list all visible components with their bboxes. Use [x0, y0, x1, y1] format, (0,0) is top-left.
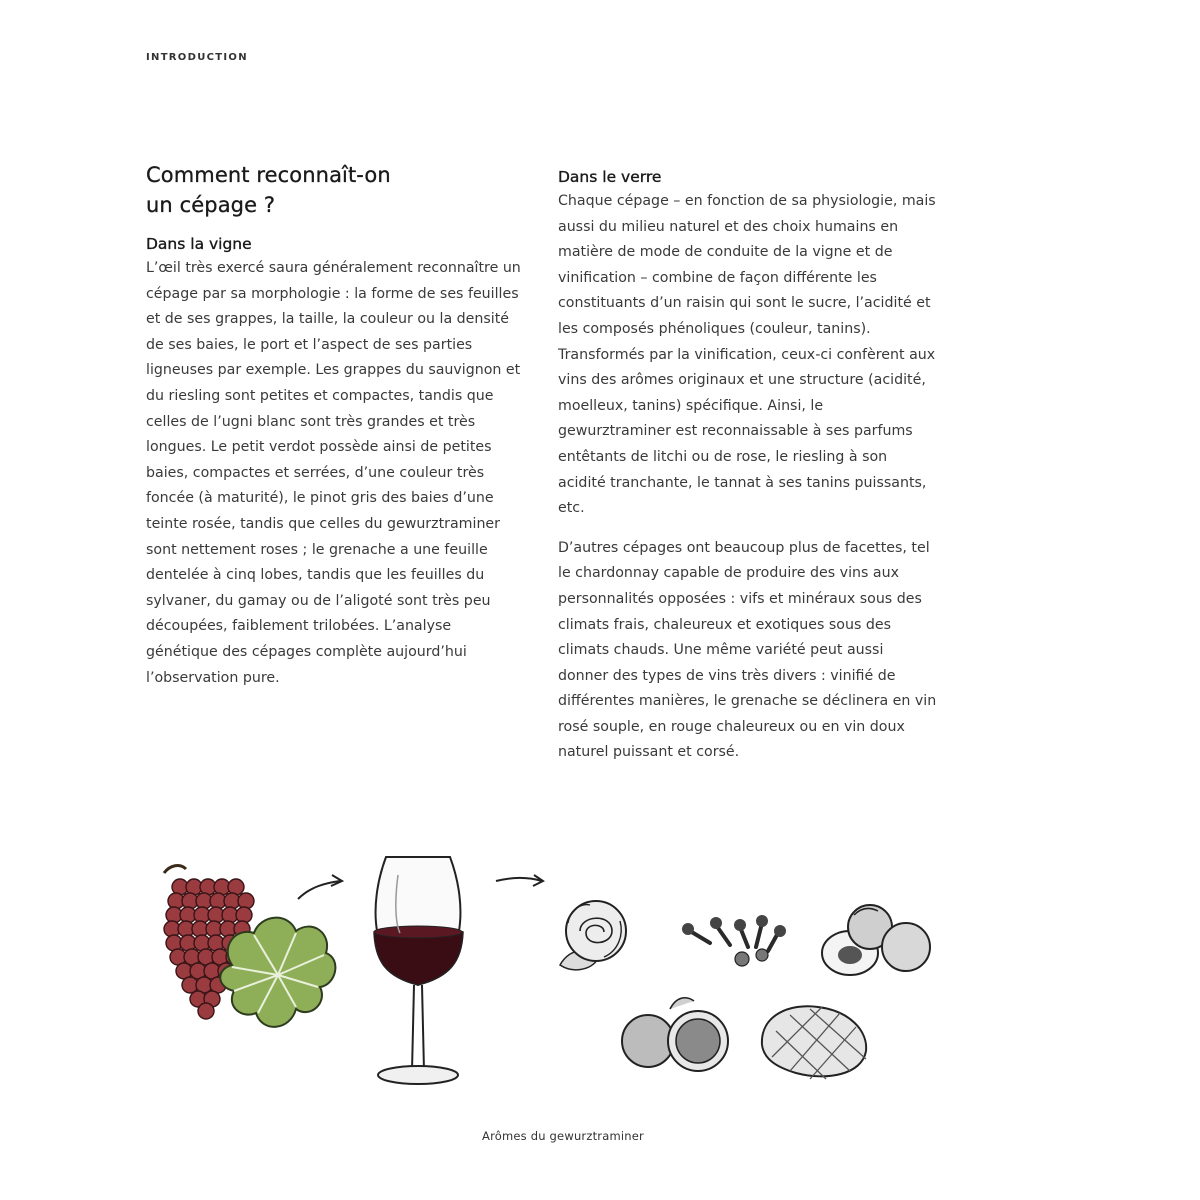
paragraph-vigne: L’œil très exercé saura généralement reconnaître un cépage par sa morphologie : la forme de ses feuilles et de ses grappes, la taille, la couleur ou la densité de ses baies, le port et l’aspect de ses parties ligneuses par exemple. Les grappes du sauvignon et du riesling sont petites et compactes, tandis que celles de l’ugni blanc sont très grandes et très longues. Le petit verdot possède ainsi de petites baies, compactes et serrées, d’une couleur très foncée (à maturité), le pinot gris des baies d’une teinte rosée, tandis que celles du gewurztraminer sont nettement roses ; le grenache a une feuille dentelée à cinq lobes, tandis que les feuilles du sylvaner, du gamay ou de l’aligoté sont très peu découpées, faiblement trilobées. L’analyse génétique des cépages complète aujourd’hui l’observation pure.	[146, 260, 521, 686]
running-head: INTRODUCTION	[146, 52, 248, 63]
body-text-verre	[558, 189, 938, 766]
wine-glass-icon	[374, 857, 463, 1084]
body-text-vigne	[146, 256, 521, 691]
grape-stem-icon	[164, 866, 186, 873]
arrow-right-icon	[298, 875, 342, 899]
vine-leaf-icon	[220, 918, 335, 1027]
right-column	[558, 165, 938, 766]
passion-fruit-icon	[622, 998, 728, 1071]
left-column	[146, 160, 521, 691]
subtitle-verre: Dans le verre	[558, 168, 662, 186]
page-title	[146, 160, 521, 220]
paragraph-verre-2: D’autres cépages ont beaucoup plus de facettes, tel le chardonnay capable de produire des vins aux personnalités opposées : vifs et minéraux sous des climats frais, chaleureux et exotiques sous des climats chauds. Une même variété peut aussi donner des types de vins très divers : vinifié de différentes manières, le grenache se déclinera en vin rosé souple, en rouge chaleureux ou en vin doux naturel puissant et corsé.	[558, 539, 937, 761]
grape-berry	[198, 1003, 214, 1019]
page-title-line-2: un cépage ?	[146, 193, 276, 217]
subtitle-vigne: Dans la vigne	[146, 235, 252, 253]
page-title-line-1: Comment reconnaît-on	[146, 163, 391, 187]
rose-icon	[560, 901, 626, 970]
aroma-illustration	[150, 835, 950, 1100]
arrow-right-icon	[496, 875, 543, 886]
clove-icon	[682, 915, 786, 966]
mango-icon	[762, 1006, 866, 1079]
figure-caption: Arômes du gewurztraminer	[482, 1129, 644, 1143]
paragraph-verre-1: Chaque cépage – en fonction de sa physiologie, mais aussi du milieu naturel et des choix humains en matière de mode de conduite de la vigne et de vinification – combine de façon différente les constituants d’un raisin qui sont le sucre, l’acidité et les composés phénoliques (couleur, tanins). Transformés par la vinification, ceux-ci confèrent aux vins des arômes originaux et une structure (acidité, moelleux, tanins) spécifique. Ainsi, le gewurztraminer est reconnaissable à ses parfums entêtants de litchi ou de rose, le riesling à son acidité tranchante, le tannat à ses tanins puissants, etc.	[558, 193, 936, 517]
lychee-icon	[822, 905, 930, 975]
